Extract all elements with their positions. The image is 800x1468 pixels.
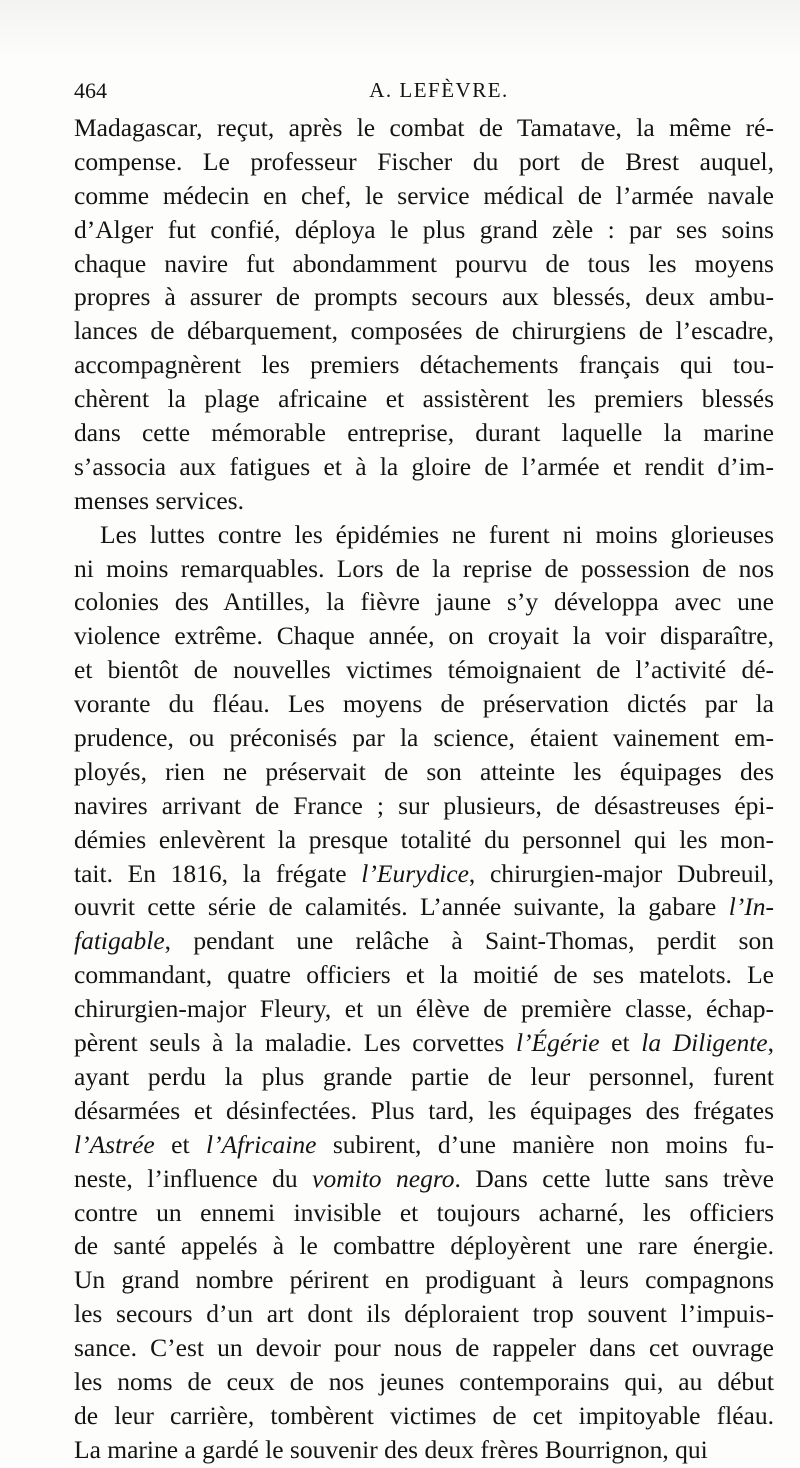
text-line: s’associa aux fatigues et à la gloire de l’armée et rendit d’im- (74, 451, 774, 481)
text-line: commandant, quatre officiers et la moitié de ses matelots. Le (74, 960, 774, 990)
text-line: dans cette mémorable entreprise, durant laquelle la marine (74, 418, 774, 448)
text-line: chirurgien-major Fleury, et un élève de première classe, échap- (74, 994, 774, 1024)
text-line: chèrent la plage africaine et assistèrent les premiers blessés (74, 384, 774, 414)
text-line: Madagascar, reçut, après le combat de Tamatave, la même ré- (74, 113, 774, 142)
text-line: ni moins remarquables. Lors de la reprise de possession de nos (74, 553, 774, 583)
text-line: prudence, ou préconisés par la science, étaient vainement em- (74, 723, 774, 753)
text-line: d’Alger fut confié, déploya le plus grand zèle : par ses soins (74, 214, 774, 244)
text-line: ouvrit cette série de calamités. L’année suivante, la gabare l’In- (74, 892, 774, 922)
text-line: menses services. (74, 485, 244, 515)
text-line: tait. En 1816, la frégate l’Eurydice, chirurgien-major Dubreuil, (74, 858, 774, 888)
text-line: Un grand nombre périrent en prodiguant à leurs compagnons (74, 1265, 774, 1295)
text-line: sance. C’est un devoir pour nous de rappeler dans cet ouvrage (74, 1333, 774, 1363)
text-line: de leur carrière, tombèrent victimes de cet impitoyable fléau. (74, 1400, 774, 1430)
text-line: compense. Le professeur Fischer du port de Brest auquel, (74, 146, 774, 176)
text-line: comme médecin en chef, le service médical de l’armée navale (74, 180, 774, 210)
text-line: vorante du fléau. Les moyens de préservation dictés par la (74, 689, 774, 719)
running-head: A. LEFÈVRE. (369, 78, 509, 102)
text-line: les noms de ceux de nos jeunes contemporains qui, au début (74, 1366, 774, 1396)
text-line: navires arrivant de France ; sur plusieurs, de désastreuses épi- (74, 790, 774, 820)
text-line: et bientôt de nouvelles victimes témoignaient de l’activité dé- (74, 655, 774, 685)
text-line: de santé appelés à le combattre déployèrent une rare énergie. (74, 1231, 774, 1261)
page-top-shadow (0, 0, 800, 60)
text-line: chaque navire fut abondamment pourvu de tous les moyens (74, 248, 774, 278)
text-line: Les luttes contre les épidémies ne furent ni moins glorieuses (100, 519, 774, 549)
text-line: neste, l’influence du vomito negro. Dans cette lutte sans trève (74, 1163, 774, 1193)
text-line: désarmées et désinfectées. Plus tard, les équipages des frégates (74, 1095, 774, 1125)
paragraph (74, 518, 774, 1467)
text-line: La marine a gardé le souvenir des deux frères Bourrignon, qui (74, 1434, 708, 1464)
text-line: les secours d’un art dont ils déploraient trop souvent l’impuis- (74, 1299, 774, 1329)
text-line: lances de débarquement, composées de chirurgiens de l’escadre, (74, 316, 774, 346)
text-line: violence extrême. Chaque année, on croyait la voir disparaître, (74, 621, 774, 651)
text-line: démies enlevèrent la presque totalité du personnel qui les mon- (74, 824, 774, 854)
text-line: contre un ennemi invisible et toujours acharné, les officiers (74, 1197, 774, 1227)
page-header (74, 78, 774, 108)
text-line: pèrent seuls à la maladie. Les corvettes l’Égérie et la Diligente, (74, 1028, 774, 1058)
text-line: l’Astrée et l’Africaine subirent, d’une manière non moins fu- (74, 1129, 774, 1159)
text-line: propres à assurer de prompts secours aux blessés, deux ambu- (74, 282, 774, 312)
text-line: ayant perdu la plus grande partie de leur personnel, furent (74, 1061, 774, 1091)
page-number: 464 (74, 78, 107, 103)
body-text (74, 111, 774, 1467)
text-line: ployés, rien ne préservait de son atteinte les équipages des (74, 756, 774, 786)
text-line: fatigable, pendant une relâche à Saint-Thomas, perdit son (74, 926, 774, 956)
text-line: colonies des Antilles, la fièvre jaune s’y développa avec une (74, 587, 774, 617)
paragraph (74, 111, 774, 518)
text-line: accompagnèrent les premiers détachements français qui tou- (74, 350, 774, 380)
